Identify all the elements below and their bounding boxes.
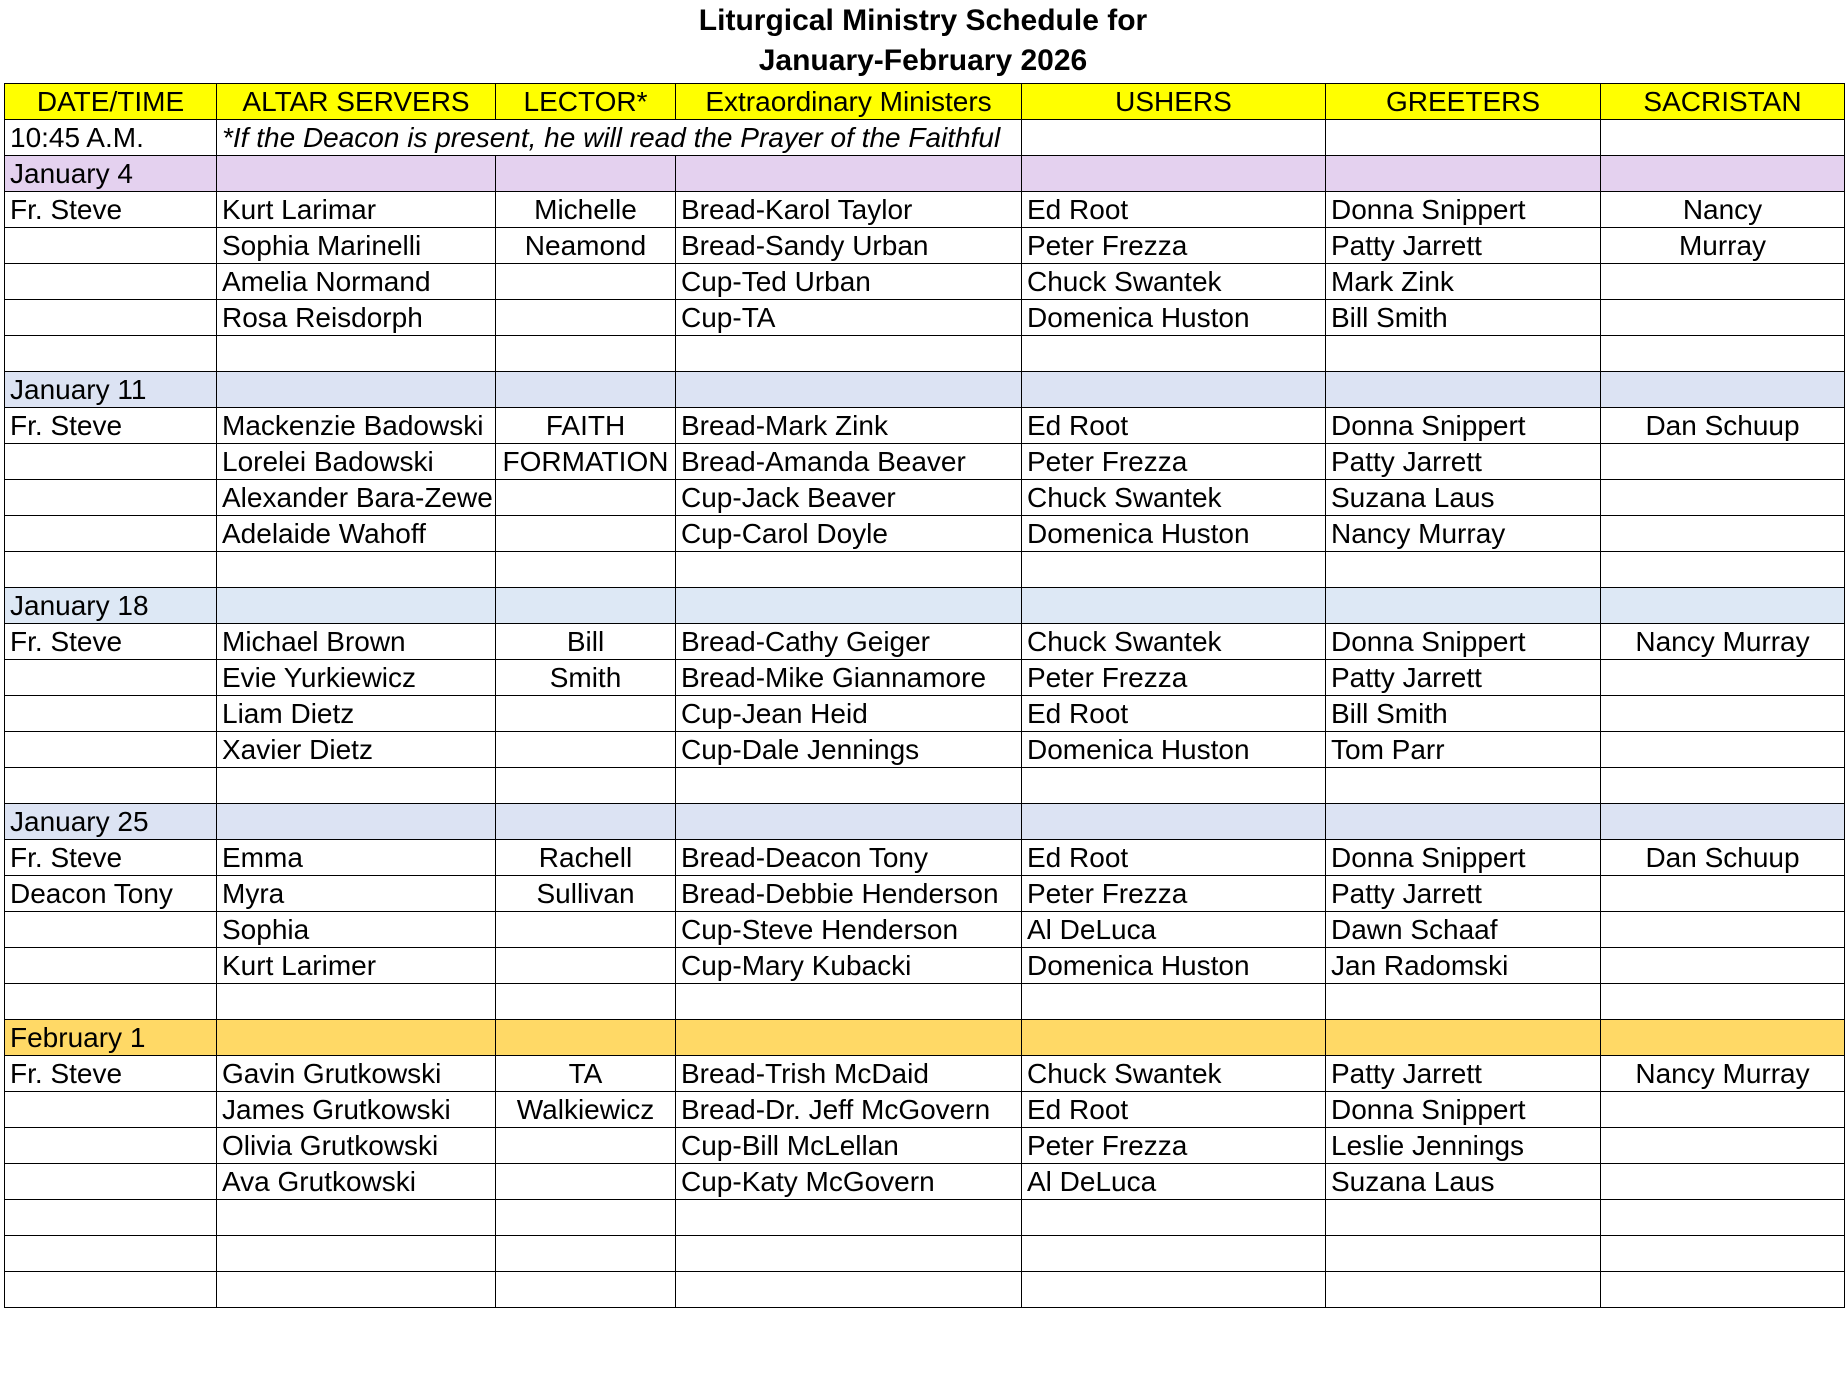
cell-altar-servers: James Grutkowski [217, 1092, 496, 1128]
cell-date-time: Deacon Tony [5, 876, 217, 912]
cell-date-time [5, 660, 217, 696]
cell-greeters: Dawn Schaaf [1326, 912, 1601, 948]
week-date-row [5, 372, 1845, 408]
schedule-row [5, 948, 1845, 984]
schedule-row [5, 444, 1845, 480]
cell-altar-servers: Kurt Larimar [217, 192, 496, 228]
schedule-row [5, 264, 1845, 300]
cell-date-time: Fr. Steve [5, 624, 217, 660]
cell-greeters: Donna Snippert [1326, 624, 1601, 660]
cell-empty [1601, 1020, 1845, 1056]
cell-date-time [5, 228, 217, 264]
cell-extraordinary-ministers: Bread-Trish McDaid [676, 1056, 1022, 1092]
cell-greeters: Suzana Laus [1326, 1164, 1601, 1200]
cell-sacristan: Nancy [1601, 192, 1845, 228]
cell-lector: TA [496, 1056, 676, 1092]
cell-altar-servers: Sophia [217, 912, 496, 948]
cell-empty [5, 984, 217, 1020]
cell-altar-servers: Gavin Grutkowski [217, 1056, 496, 1092]
schedule-row [5, 1164, 1845, 1200]
cell-empty [1326, 588, 1601, 624]
cell-empty [676, 372, 1022, 408]
cell-empty [217, 372, 496, 408]
spacer-row [5, 336, 1845, 372]
cell-empty [1601, 120, 1845, 156]
header-altar-servers: ALTAR SERVERS [217, 84, 496, 120]
cell-empty [5, 768, 217, 804]
cell-date-time: Fr. Steve [5, 408, 217, 444]
cell-sacristan [1601, 264, 1845, 300]
cell-greeters: Leslie Jennings [1326, 1128, 1601, 1164]
cell-lector: Neamond [496, 228, 676, 264]
cell-empty [1601, 1272, 1845, 1308]
cell-empty [1022, 1236, 1326, 1272]
cell-empty [1326, 120, 1601, 156]
schedule-row [5, 660, 1845, 696]
cell-sacristan: Dan Schuup [1601, 840, 1845, 876]
cell-sacristan [1601, 480, 1845, 516]
cell-altar-servers: Ava Grutkowski [217, 1164, 496, 1200]
cell-sacristan: Nancy Murray [1601, 1056, 1845, 1092]
cell-lector [496, 264, 676, 300]
cell-ushers: Chuck Swantek [1022, 1056, 1326, 1092]
cell-empty [1022, 336, 1326, 372]
cell-empty [1326, 372, 1601, 408]
cell-greeters: Mark Zink [1326, 264, 1601, 300]
cell-sacristan [1601, 1164, 1845, 1200]
cell-ushers: Ed Root [1022, 696, 1326, 732]
cell-date-time [5, 1128, 217, 1164]
week-date: January 25 [5, 804, 217, 840]
cell-extraordinary-ministers: Cup-TA [676, 300, 1022, 336]
cell-date-time: Fr. Steve [5, 192, 217, 228]
cell-empty [1601, 372, 1845, 408]
cell-ushers: Domenica Huston [1022, 300, 1326, 336]
spacer-row [5, 552, 1845, 588]
cell-altar-servers: Sophia Marinelli [217, 228, 496, 264]
cell-extraordinary-ministers: Bread-Dr. Jeff McGovern [676, 1092, 1022, 1128]
cell-empty [5, 1200, 217, 1236]
cell-empty [496, 588, 676, 624]
cell-extraordinary-ministers: Cup-Ted Urban [676, 264, 1022, 300]
cell-empty [217, 804, 496, 840]
cell-ushers: Al DeLuca [1022, 912, 1326, 948]
cell-lector: Bill [496, 624, 676, 660]
cell-empty [217, 156, 496, 192]
cell-greeters: Jan Radomski [1326, 948, 1601, 984]
cell-empty [217, 552, 496, 588]
schedule-row [5, 1128, 1845, 1164]
cell-altar-servers: Lorelei Badowski [217, 444, 496, 480]
cell-extraordinary-ministers: Cup-Steve Henderson [676, 912, 1022, 948]
schedule-row [5, 516, 1845, 552]
cell-extraordinary-ministers: Bread-Karol Taylor [676, 192, 1022, 228]
cell-extraordinary-ministers: Bread-Amanda Beaver [676, 444, 1022, 480]
schedule-row [5, 228, 1845, 264]
cell-greeters: Suzana Laus [1326, 480, 1601, 516]
schedule-row [5, 408, 1845, 444]
cell-date-time [5, 1164, 217, 1200]
cell-empty [676, 984, 1022, 1020]
cell-sacristan [1601, 444, 1845, 480]
spacer-row [5, 1272, 1845, 1308]
cell-empty [1022, 1020, 1326, 1056]
cell-altar-servers: Amelia Normand [217, 264, 496, 300]
cell-sacristan: Dan Schuup [1601, 408, 1845, 444]
cell-empty [1326, 552, 1601, 588]
cell-empty [496, 1272, 676, 1308]
schedule-row [5, 840, 1845, 876]
cell-empty [1326, 1200, 1601, 1236]
mass-time: 10:45 A.M. [5, 120, 217, 156]
cell-altar-servers: Olivia Grutkowski [217, 1128, 496, 1164]
header-extraordinary-ministers: Extraordinary Ministers [676, 84, 1022, 120]
cell-ushers: Peter Frezza [1022, 228, 1326, 264]
cell-empty [217, 768, 496, 804]
cell-date-time [5, 516, 217, 552]
cell-ushers: Ed Root [1022, 840, 1326, 876]
cell-extraordinary-ministers: Cup-Jean Heid [676, 696, 1022, 732]
schedule-table [4, 83, 1845, 1308]
cell-empty [496, 552, 676, 588]
cell-empty [5, 336, 217, 372]
cell-ushers: Peter Frezza [1022, 444, 1326, 480]
week-date-row [5, 588, 1845, 624]
schedule-row [5, 1056, 1845, 1092]
week-date: January 11 [5, 372, 217, 408]
cell-greeters: Bill Smith [1326, 300, 1601, 336]
cell-empty [217, 984, 496, 1020]
header-greeters: GREETERS [1326, 84, 1601, 120]
cell-extraordinary-ministers: Cup-Carol Doyle [676, 516, 1022, 552]
cell-altar-servers: Mackenzie Badowski [217, 408, 496, 444]
cell-date-time [5, 912, 217, 948]
cell-ushers: Ed Root [1022, 408, 1326, 444]
cell-altar-servers: Michael Brown [217, 624, 496, 660]
cell-extraordinary-ministers: Bread-Mike Giannamore [676, 660, 1022, 696]
cell-empty [496, 804, 676, 840]
cell-empty [217, 588, 496, 624]
cell-empty [1601, 552, 1845, 588]
cell-greeters: Nancy Murray [1326, 516, 1601, 552]
cell-empty [1326, 768, 1601, 804]
cell-lector [496, 300, 676, 336]
cell-empty [1601, 1236, 1845, 1272]
cell-empty [676, 588, 1022, 624]
cell-ushers: Ed Root [1022, 192, 1326, 228]
cell-date-time [5, 696, 217, 732]
cell-greeters: Patty Jarrett [1326, 1056, 1601, 1092]
cell-empty [1326, 1020, 1601, 1056]
week-date-row [5, 156, 1845, 192]
cell-empty [1022, 372, 1326, 408]
page-subtitle: January-February 2026 [758, 44, 1088, 77]
cell-extraordinary-ministers: Bread-Mark Zink [676, 408, 1022, 444]
header-sacristan: SACRISTAN [1601, 84, 1845, 120]
week-date: January 18 [5, 588, 217, 624]
week-date: February 1 [5, 1020, 217, 1056]
cell-lector [496, 1128, 676, 1164]
cell-altar-servers: Xavier Dietz [217, 732, 496, 768]
cell-empty [496, 1200, 676, 1236]
cell-sacristan: Murray [1601, 228, 1845, 264]
cell-lector [496, 516, 676, 552]
cell-ushers: Al DeLuca [1022, 1164, 1326, 1200]
cell-greeters: Patty Jarrett [1326, 444, 1601, 480]
cell-empty [1022, 552, 1326, 588]
schedule-row [5, 192, 1845, 228]
week-date-row [5, 1020, 1845, 1056]
cell-empty [676, 1200, 1022, 1236]
cell-greeters: Bill Smith [1326, 696, 1601, 732]
cell-date-time [5, 1092, 217, 1128]
cell-empty [496, 156, 676, 192]
spacer-row [5, 984, 1845, 1020]
cell-date-time [5, 480, 217, 516]
cell-sacristan [1601, 696, 1845, 732]
week-date: January 4 [5, 156, 217, 192]
cell-greeters: Patty Jarrett [1326, 876, 1601, 912]
cell-empty [676, 1020, 1022, 1056]
cell-sacristan [1601, 732, 1845, 768]
cell-empty [496, 1236, 676, 1272]
schedule-row [5, 480, 1845, 516]
schedule-row [5, 696, 1845, 732]
header-lector: LECTOR* [496, 84, 676, 120]
cell-ushers: Chuck Swantek [1022, 264, 1326, 300]
cell-lector: FAITH [496, 408, 676, 444]
spacer-row [5, 1200, 1845, 1236]
cell-extraordinary-ministers: Bread-Cathy Geiger [676, 624, 1022, 660]
page-title: Liturgical Ministry Schedule for [698, 4, 1148, 37]
cell-empty [1022, 156, 1326, 192]
cell-lector [496, 1164, 676, 1200]
cell-lector: Michelle [496, 192, 676, 228]
cell-empty [1601, 804, 1845, 840]
cell-extraordinary-ministers: Bread-Deacon Tony [676, 840, 1022, 876]
cell-empty [1326, 156, 1601, 192]
cell-date-time [5, 732, 217, 768]
cell-empty [5, 1272, 217, 1308]
cell-lector: Walkiewicz [496, 1092, 676, 1128]
cell-empty [676, 156, 1022, 192]
cell-empty [1601, 156, 1845, 192]
cell-empty [1022, 120, 1326, 156]
schedule-row [5, 732, 1845, 768]
cell-empty [1601, 336, 1845, 372]
cell-extraordinary-ministers: Bread-Sandy Urban [676, 228, 1022, 264]
schedule-row [5, 624, 1845, 660]
cell-altar-servers: Alexander Bara-Zewe [217, 480, 496, 516]
cell-empty [676, 768, 1022, 804]
lector-note: *If the Deacon is present, he will read the Prayer of the Faithful [217, 120, 1022, 156]
cell-sacristan [1601, 1128, 1845, 1164]
cell-extraordinary-ministers: Cup-Katy McGovern [676, 1164, 1022, 1200]
cell-empty [5, 552, 217, 588]
spacer-row [5, 1236, 1845, 1272]
cell-sacristan [1601, 300, 1845, 336]
cell-empty [1326, 1272, 1601, 1308]
cell-empty [1326, 336, 1601, 372]
cell-altar-servers: Evie Yurkiewicz [217, 660, 496, 696]
cell-lector: FORMATION [496, 444, 676, 480]
cell-lector: Smith [496, 660, 676, 696]
cell-altar-servers: Emma [217, 840, 496, 876]
cell-sacristan [1601, 948, 1845, 984]
cell-empty [496, 984, 676, 1020]
cell-altar-servers: Myra [217, 876, 496, 912]
cell-extraordinary-ministers: Bread-Debbie Henderson [676, 876, 1022, 912]
cell-empty [1022, 984, 1326, 1020]
cell-altar-servers: Rosa Reisdorph [217, 300, 496, 336]
cell-altar-servers: Kurt Larimer [217, 948, 496, 984]
cell-empty [496, 1020, 676, 1056]
cell-lector: Rachell [496, 840, 676, 876]
schedule-row [5, 876, 1845, 912]
cell-date-time [5, 300, 217, 336]
cell-empty [496, 768, 676, 804]
cell-empty [1022, 1272, 1326, 1308]
cell-empty [676, 336, 1022, 372]
cell-extraordinary-ministers: Cup-Mary Kubacki [676, 948, 1022, 984]
cell-empty [1022, 588, 1326, 624]
cell-ushers: Peter Frezza [1022, 1128, 1326, 1164]
cell-empty [5, 1236, 217, 1272]
schedule-row [5, 1092, 1845, 1128]
cell-empty [1326, 1236, 1601, 1272]
cell-extraordinary-ministers: Cup-Jack Beaver [676, 480, 1022, 516]
cell-lector [496, 912, 676, 948]
cell-empty [1601, 588, 1845, 624]
cell-empty [496, 372, 676, 408]
cell-empty [217, 336, 496, 372]
cell-empty [1326, 984, 1601, 1020]
cell-empty [676, 804, 1022, 840]
cell-date-time: Fr. Steve [5, 1056, 217, 1092]
cell-ushers: Chuck Swantek [1022, 624, 1326, 660]
cell-empty [676, 552, 1022, 588]
cell-ushers: Chuck Swantek [1022, 480, 1326, 516]
cell-greeters: Patty Jarrett [1326, 228, 1601, 264]
cell-ushers: Peter Frezza [1022, 876, 1326, 912]
cell-empty [1601, 768, 1845, 804]
cell-extraordinary-ministers: Cup-Bill McLellan [676, 1128, 1022, 1164]
cell-empty [496, 336, 676, 372]
cell-empty [217, 1272, 496, 1308]
cell-greeters: Tom Parr [1326, 732, 1601, 768]
cell-sacristan [1601, 1092, 1845, 1128]
cell-greeters: Donna Snippert [1326, 408, 1601, 444]
cell-empty [676, 1272, 1022, 1308]
cell-greeters: Donna Snippert [1326, 192, 1601, 228]
cell-empty [676, 1236, 1022, 1272]
cell-empty [1601, 984, 1845, 1020]
cell-empty [1022, 768, 1326, 804]
cell-empty [1326, 804, 1601, 840]
cell-altar-servers: Liam Dietz [217, 696, 496, 732]
cell-date-time [5, 444, 217, 480]
cell-date-time [5, 264, 217, 300]
cell-greeters: Donna Snippert [1326, 1092, 1601, 1128]
header-ushers: USHERS [1022, 84, 1326, 120]
cell-ushers: Peter Frezza [1022, 660, 1326, 696]
spacer-row [5, 768, 1845, 804]
cell-sacristan [1601, 912, 1845, 948]
cell-ushers: Domenica Huston [1022, 516, 1326, 552]
week-date-row [5, 804, 1845, 840]
cell-ushers: Domenica Huston [1022, 732, 1326, 768]
cell-empty [217, 1236, 496, 1272]
cell-sacristan [1601, 660, 1845, 696]
time-row [5, 120, 1845, 156]
cell-lector [496, 948, 676, 984]
cell-sacristan: Nancy Murray [1601, 624, 1845, 660]
cell-altar-servers: Adelaide Wahoff [217, 516, 496, 552]
cell-empty [217, 1200, 496, 1236]
cell-greeters: Patty Jarrett [1326, 660, 1601, 696]
cell-empty [1022, 1200, 1326, 1236]
cell-ushers: Domenica Huston [1022, 948, 1326, 984]
cell-lector [496, 696, 676, 732]
cell-sacristan [1601, 876, 1845, 912]
cell-empty [217, 1020, 496, 1056]
cell-date-time: Fr. Steve [5, 840, 217, 876]
cell-extraordinary-ministers: Cup-Dale Jennings [676, 732, 1022, 768]
cell-ushers: Ed Root [1022, 1092, 1326, 1128]
cell-empty [1022, 804, 1326, 840]
cell-date-time [5, 948, 217, 984]
schedule-row [5, 300, 1845, 336]
cell-sacristan [1601, 516, 1845, 552]
header-row [5, 84, 1845, 120]
cell-lector [496, 480, 676, 516]
cell-lector: Sullivan [496, 876, 676, 912]
header-date-time: DATE/TIME [5, 84, 217, 120]
schedule-row [5, 912, 1845, 948]
cell-lector [496, 732, 676, 768]
cell-empty [1601, 1200, 1845, 1236]
cell-greeters: Donna Snippert [1326, 840, 1601, 876]
